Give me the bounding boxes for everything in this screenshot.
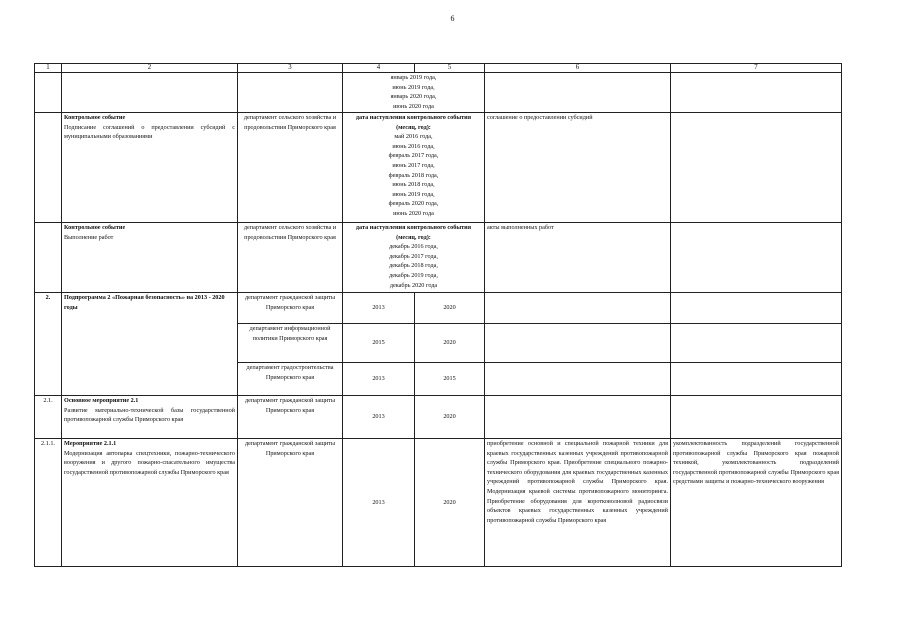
executor-cell: департамент градостроительства Приморского края [238,363,343,396]
measure-text: Развитие материально-технической базы государственной противопожарной службы Приморского края [64,406,235,424]
measure-title: Мероприятие 2.1.1 [64,440,117,447]
executor-cell: департамент сельского хозяйства и продовольствия Приморского края [238,223,343,293]
date-line: июнь 2018 года, [392,181,435,189]
header-col-5: 5 [415,64,485,73]
indicator-cell: укомплектованность подразделений государственной противопожарной службы Приморского края пожарной техникой, укомплектованность подразделений государственной противопожарной службы Приморского края средствами защиты и пожарно-технического вооружения [671,439,842,567]
measure-cell [62,439,238,567]
executor-cell: департамент гражданской защиты Приморского края [238,396,343,439]
date-line: июнь 2020 года [393,102,434,110]
control-event-dates-cell [343,113,485,223]
table-row [35,73,842,113]
result-cell: приобретение основной и специальной пожарной техники для краевых государственных казенных учреждений противопожарной службы Приморского края. Приобретение специального пожарно-технического оборудования для краевых государственных казенных учреждений противопожарной службы Приморского края. Модернизация краевой системы противопожарного мониторинга. Приобретение оборудования для коротковолновой радиосвязи объектов краевых государственных казенных учреждений противопожарной службы Приморского края [485,439,671,567]
table-row [35,293,842,324]
executor-cell: департамент гражданской защиты Приморского края [238,439,343,567]
control-event-text: Подписание соглашений о предоставлении субсидий с муниципальными образованиями [64,123,235,141]
date-line: февраль 2020 года, [388,200,439,208]
table-row [35,396,842,439]
header-col-7: 7 [671,64,842,73]
header-row [35,64,842,73]
header-col-1: 1 [35,64,62,73]
measure-title: Основное мероприятие 2.1 [64,397,139,404]
header-col-6: 6 [485,64,671,73]
date-header: дата наступления контрольного события (месяц, год): [355,224,472,241]
control-event-dates-cell [343,223,485,293]
start-year: 2015 [343,324,415,363]
control-event-cell [62,223,238,293]
date-line: декабрь 2018 года, [389,262,438,270]
control-event-dates-cell [343,73,485,113]
date-line: декабрь 2016 года, [389,243,438,251]
date-line: февраль 2017 года, [388,152,439,160]
date-line: июнь 2020 года [393,209,434,217]
result-cell: соглашение о предоставлении субсидий [485,113,671,223]
date-line: декабрь 2020 года [389,281,438,289]
executor-cell: департамент сельского хозяйства и продовольствия Приморского края [238,113,343,223]
result-cell: акты выполненных работ [485,223,671,293]
date-line: май 2016 года, [394,133,433,141]
subprogram-title: Подпрограмма 2 «Пожарная безопасность» на 2013 - 2020 годы [62,293,238,396]
measure-cell [62,396,238,439]
row-number: 2.1.1. [35,439,62,567]
executor-cell: департамент информационной политики Приморского края [238,324,343,363]
start-year: 2013 [343,439,415,567]
control-event-cell [62,113,238,223]
row-number: 2.1. [35,396,62,439]
row-number: 2. [35,293,62,396]
page-number: 6 [450,14,455,23]
table-row [35,113,842,223]
end-year: 2015 [415,363,485,396]
date-line: июнь 2019 года, [392,83,435,91]
control-event-text: Выполнение работ [64,233,114,241]
date-line: июнь 2016 года, [392,142,435,150]
header-col-4: 4 [343,64,415,73]
control-event-title: Контрольное событие [64,224,126,231]
start-year: 2013 [343,293,415,324]
date-header: дата наступления контрольного события (месяц, год): [355,114,472,131]
end-year: 2020 [415,439,485,567]
end-year: 2020 [415,396,485,439]
start-year: 2013 [343,396,415,439]
end-year: 2020 [415,293,485,324]
plan-table [34,63,842,567]
date-line: июнь 2019 года, [392,190,435,198]
table-row [35,439,842,567]
date-line: январь 2019 года, [390,74,437,81]
date-line: декабрь 2019 года, [389,271,438,279]
executor-cell: департамент гражданской защиты Приморского края [238,293,343,324]
header-col-2: 2 [62,64,238,73]
end-year: 2020 [415,324,485,363]
control-event-title: Контрольное событие [64,114,126,121]
date-line: июнь 2017 года, [392,161,435,169]
date-line: февраль 2018 года, [388,171,439,179]
start-year: 2013 [343,363,415,396]
table-row [35,223,842,293]
date-line: январь 2020 года, [390,93,437,101]
header-col-3: 3 [238,64,343,73]
date-line: декабрь 2017 года, [389,252,438,260]
measure-text: Модернизация автопарка спецтехники, пожарно-технического вооружения и другого пожарно-спасательного имущества государственной противопожарной службы Приморского края [64,449,235,476]
